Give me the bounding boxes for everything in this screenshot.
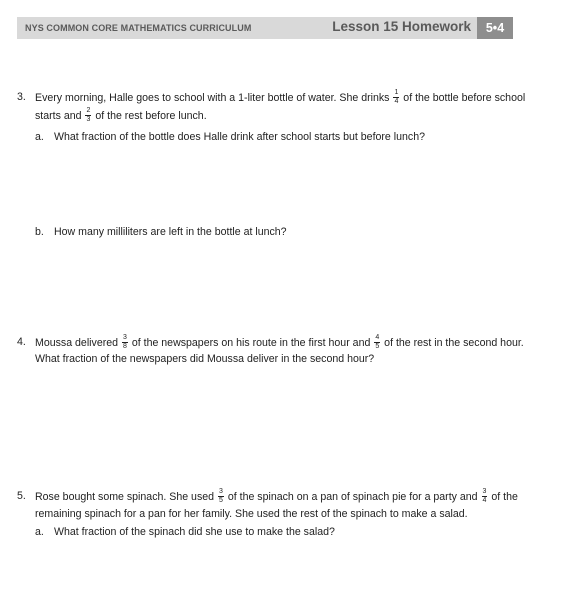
fraction — [85, 107, 91, 123]
text-segment: Every morning, Halle goes to school with a 1-liter bottle of water. She drinks — [35, 91, 390, 104]
fraction-denominator: 5 — [375, 342, 380, 350]
text-segment: Rose bought some spinach. She used — [35, 490, 215, 503]
text-segment: Moussa delivered — [35, 336, 119, 349]
page-header — [17, 17, 513, 39]
fraction-denominator: 4 — [394, 97, 399, 105]
problem-text-line — [35, 335, 524, 351]
part-question: What fraction of the bottle does Halle drink after school starts but before lunch? — [54, 131, 425, 143]
fraction-numerator: 4 — [375, 334, 380, 341]
fraction — [393, 89, 399, 105]
text-segment: of the spinach on a pan of spinach pie for a party and — [227, 490, 478, 503]
fraction-denominator: 5 — [219, 496, 223, 504]
part-label: a. — [35, 131, 44, 143]
text-segment: of the newspapers on his route in the first hour and — [131, 336, 371, 349]
part-label: a. — [35, 526, 44, 538]
text-segment: of the bottle before school — [403, 91, 526, 104]
fraction — [482, 488, 488, 504]
lesson-badge: 5•4 — [477, 17, 513, 39]
problem-text-line — [35, 489, 518, 505]
part-question: What fraction of the spinach did she use to make the salad? — [54, 526, 335, 538]
curriculum-title: NYS COMMON CORE MATHEMATICS CURRICULUM — [25, 23, 252, 33]
problem-text-line — [35, 108, 207, 124]
fraction-denominator: 8 — [122, 342, 127, 350]
text-segment: starts and — [35, 109, 82, 122]
problem-number: 5. — [17, 490, 26, 502]
fraction-numerator: 3 — [482, 488, 487, 495]
fraction — [374, 334, 380, 350]
lesson-title: Lesson 15 Homework — [332, 19, 471, 34]
fraction — [122, 334, 128, 350]
fraction — [218, 488, 224, 504]
problem-number: 3. — [17, 91, 26, 103]
fraction-numerator: 3 — [122, 334, 127, 341]
fraction-denominator: 3 — [86, 115, 91, 123]
problem-text-line: remaining spinach for a pan for her family. She used the rest of the spinach to make a salad. — [35, 508, 468, 520]
fraction-numerator: 3 — [219, 488, 223, 495]
text-segment: of the — [491, 490, 518, 503]
text-segment: of the rest before lunch. — [95, 109, 207, 122]
problem-text-line: What fraction of the newspapers did Moussa deliver in the second hour? — [35, 353, 375, 365]
fraction-denominator: 4 — [482, 496, 487, 504]
fraction-numerator: 2 — [86, 107, 91, 114]
part-label: b. — [35, 226, 44, 238]
part-question: How many milliliters are left in the bottle at lunch? — [54, 226, 287, 238]
problem-text-line — [35, 90, 525, 106]
fraction-numerator: 1 — [394, 89, 399, 96]
problem-number: 4. — [17, 336, 26, 348]
text-segment: of the rest in the second hour. — [384, 336, 524, 349]
